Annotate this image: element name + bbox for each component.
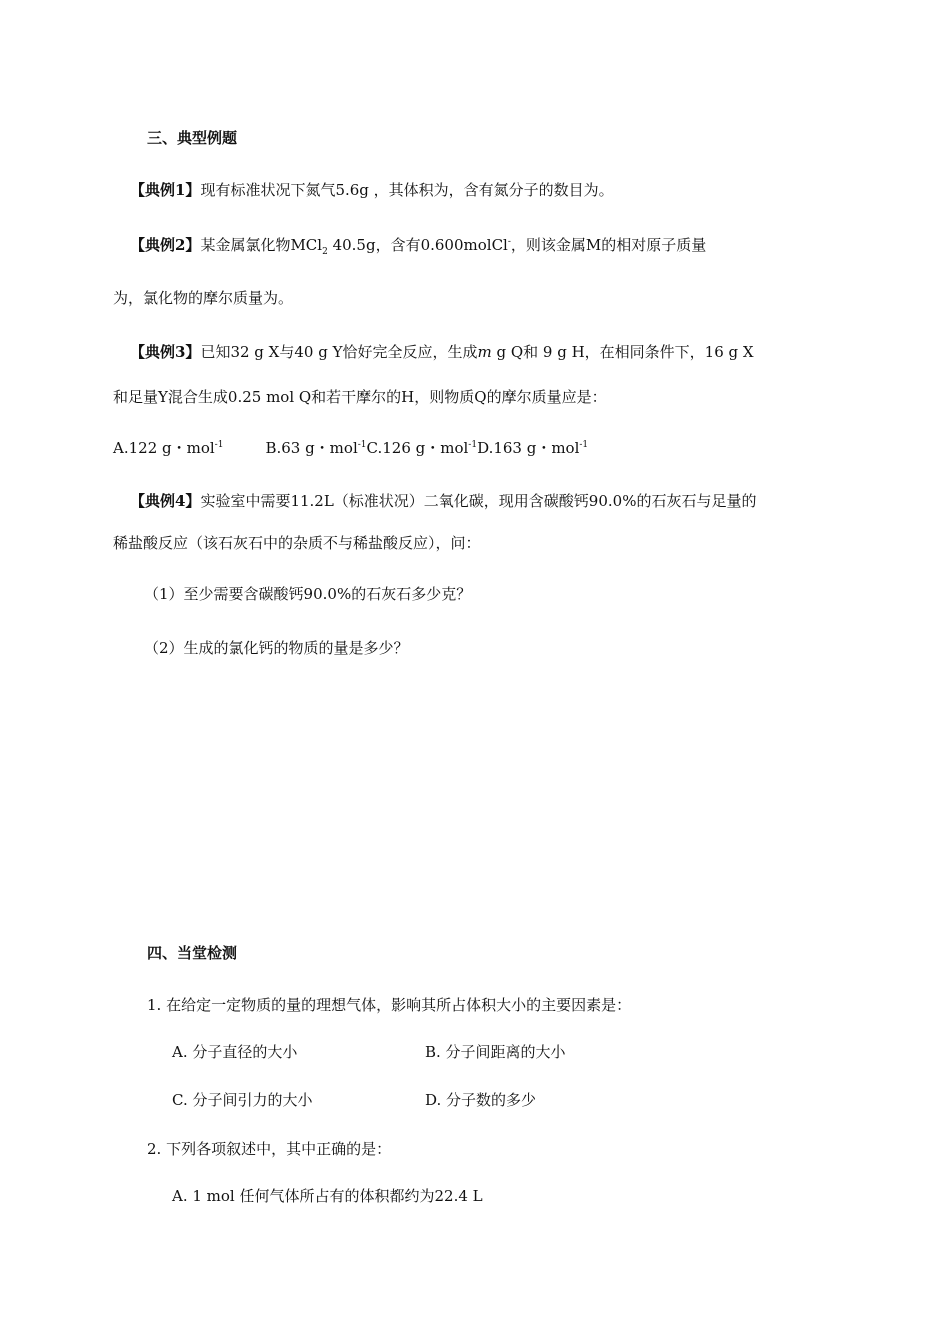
question-1-option-a: A. 分子直径的大小 [172,1043,298,1061]
example-3-options [113,438,588,458]
example-1-text: 现有标准状况下氮气5.6g ，其体积为，含有氮分子的数目为。 [200,181,614,199]
example-2-sup: - [507,237,511,247]
example-2-text-a: 某金属氯化物MCl [200,236,323,254]
question-2-option-a: A. 1 mol 任何气体所占有的体积都约为22.4 L [172,1187,483,1205]
example-3-line2: 和足量Y混合生成0.25 mol Q和若干摩尔的H，则物质Q的摩尔质量应是： [113,388,607,406]
example-2-tag: 【典例2】 [130,236,201,254]
example-4-tag: 【典例4】 [130,492,201,510]
example-3-text-b: g Q和 9 g H，在相同条件下，16 g X [491,343,754,361]
example-4-q1: （1）至少需要含碳酸钙90.0%的石灰石多少克？ [144,585,472,603]
section3-heading: 三、典型例题 [147,129,238,147]
example-3-m: m [477,343,492,361]
example-3 [130,342,754,362]
question-1-option-c: C. 分子间引力的大小 [172,1091,313,1109]
question-1-option-b: B. 分子间距离的大小 [425,1043,566,1061]
example-3-tag: 【典例3】 [130,343,201,361]
question-2-stem: 2. 下列各项叙述中，其中正确的是： [147,1140,392,1158]
example-2-text-c: ，则该金属M的相对原子质量 [510,236,707,254]
option-c: C.126 g・mol$^{-1}$ [366,439,478,457]
example-3-text-a: 已知32 g X与40 g Y恰好完全反应，生成 [200,343,478,361]
question-1-stem: 1. 在给定一定物质的量的理想气体，影响其所占体积大小的主要因素是： [147,996,632,1014]
example-2-sub: 2 [322,247,328,257]
example-4-line1: 实验室中需要11.2L（标准状况）二氧化碳，现用含碳酸钙90.0%的石灰石与足量的 [200,492,757,510]
section4-heading: 四、当堂检测 [147,944,238,962]
example-1 [130,180,614,200]
option-a: A.122 g・mol$^{-1}$ [113,439,224,457]
example-4 [130,491,756,511]
example-2-text-b: 40.5g，含有0.600molCl [327,236,508,254]
question-1-option-d: D. 分子数的多少 [425,1091,537,1109]
example-4-line2: 稀盐酸反应（该石灰石中的杂质不与稀盐酸反应），问： [113,534,481,552]
option-d: D.163 g・mol$^{-1}$ [477,439,589,457]
example-4-q2: （2）生成的氯化钙的物质的量是多少？ [144,639,409,657]
option-b: B.63 g・mol$^{-1}$ [265,439,367,457]
example-2-line2: 为，氯化物的摩尔质量为。 [113,289,294,307]
example-2 [130,235,706,255]
example-1-tag: 【典例1】 [130,181,201,199]
